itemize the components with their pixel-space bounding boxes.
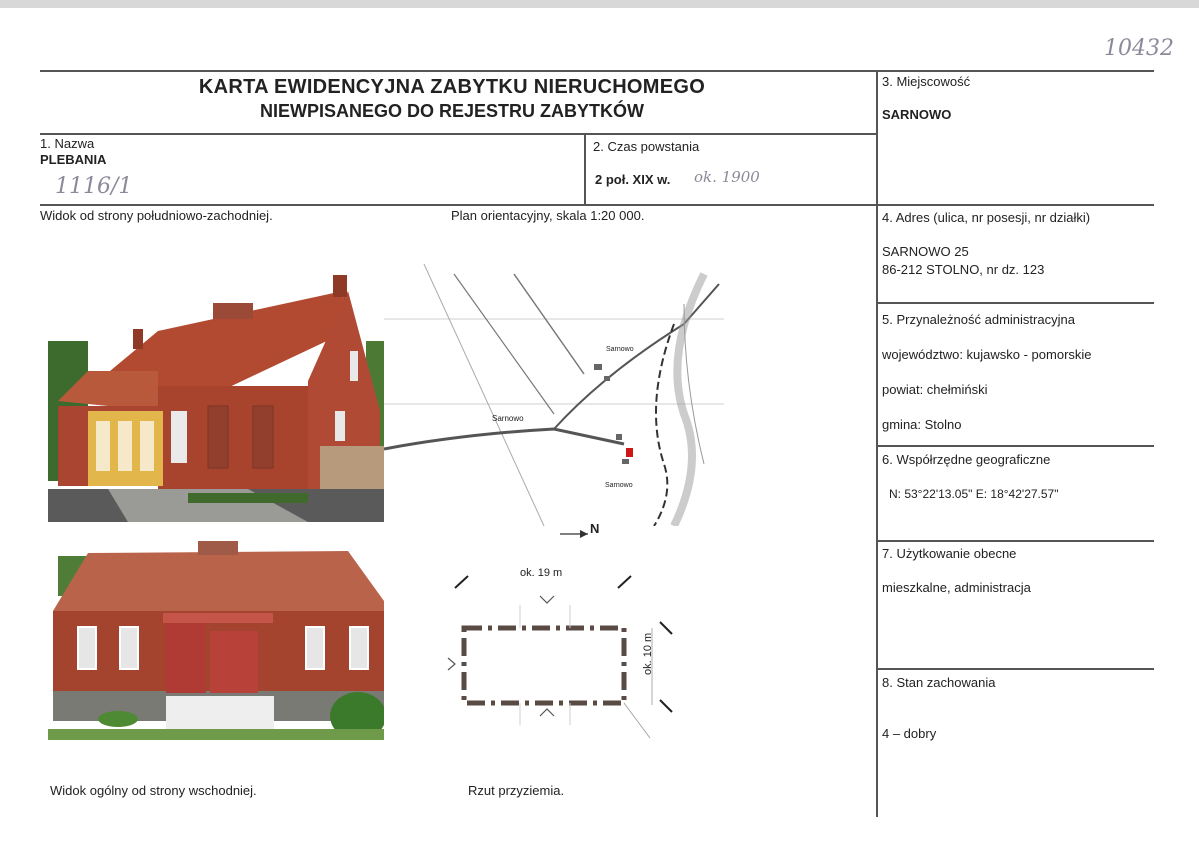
photo-southwest-view bbox=[48, 271, 384, 522]
map-label-sarnowo-north: Sarnowo bbox=[606, 346, 634, 353]
address-line-2: 86-212 STOLNO, nr dz. 123 bbox=[882, 262, 1045, 277]
map-caption: Plan orientacyjny, skala 1:20 000. bbox=[451, 208, 645, 223]
locality-label: 3. Miejscowość bbox=[882, 74, 971, 89]
frame-header-bottom-line bbox=[40, 133, 878, 135]
condition-value: 4 – dobry bbox=[882, 726, 937, 741]
card-subtitle: NIEWPISANEGO DO REJESTRU ZABYTKÓW bbox=[259, 101, 645, 121]
photo-east-caption: Widok ogólny od strony wschodniej. bbox=[50, 783, 257, 798]
name-label: 1. Nazwa bbox=[40, 136, 95, 151]
map-label-sarnowo-south: Sarnowo bbox=[605, 482, 633, 489]
floor-plan-caption: Rzut przyziemia. bbox=[468, 783, 565, 798]
coordinates-label: 6. Współrzędne geograficzne bbox=[882, 452, 1051, 467]
frame-divider-name-date bbox=[584, 133, 586, 205]
address-label: 4. Adres (ulica, nr posesji, nr działki) bbox=[882, 210, 1091, 225]
name-value: PLEBANIA bbox=[40, 152, 107, 167]
voivodeship-value: województwo: kujawsko - pomorskie bbox=[882, 347, 1092, 362]
county-value: powiat: chełmiński bbox=[882, 382, 988, 397]
frame-right-column-divider bbox=[876, 70, 878, 817]
frame-line-after-4 bbox=[878, 302, 1154, 304]
ground-floor-plan bbox=[430, 560, 680, 750]
date-handwritten-note: ok. 1900 bbox=[694, 168, 760, 186]
location-map bbox=[384, 264, 724, 526]
north-arrow-icon bbox=[558, 522, 608, 540]
address-line-1: SARNOWO 25 bbox=[882, 244, 969, 259]
name-handwritten-note: 1116/1 bbox=[55, 174, 133, 199]
photo-sw-caption: Widok od strony południowo-zachodniej. bbox=[40, 208, 273, 223]
plan-depth-label: ok. 10 m bbox=[642, 632, 654, 675]
map-label-sarnowo-village: Sarnowo bbox=[492, 414, 524, 423]
frame-line-after-6 bbox=[878, 540, 1154, 542]
scan-top-edge bbox=[0, 0, 1199, 8]
current-use-label: 7. Użytkowanie obecne bbox=[882, 546, 1017, 561]
card-title: KARTA EWIDENCYJNA ZABYTKU NIERUCHOMEGO bbox=[198, 76, 706, 98]
current-use-value: mieszkalne, administracja bbox=[882, 580, 1031, 595]
admin-affiliation-label: 5. Przynależność administracyjna bbox=[882, 312, 1075, 327]
archive-number: 10432 bbox=[1104, 36, 1174, 61]
commune-value: gmina: Stolno bbox=[882, 417, 962, 432]
plan-width-label: ok. 19 m bbox=[520, 567, 563, 579]
date-value: 2 poł. XIX w. bbox=[595, 172, 671, 187]
frame-line-after-7 bbox=[878, 668, 1154, 670]
coordinates-value: N: 53°22'13.05" E: 18°42'27.57" bbox=[889, 487, 1059, 501]
frame-line-after-5 bbox=[878, 445, 1154, 447]
photo-east-view bbox=[48, 541, 384, 740]
condition-label: 8. Stan zachowania bbox=[882, 675, 996, 690]
locality-value: SARNOWO bbox=[882, 107, 952, 122]
date-label: 2. Czas powstania bbox=[593, 139, 700, 154]
frame-row1-bottom-line bbox=[40, 204, 1154, 206]
frame-top-line bbox=[40, 70, 1154, 72]
north-label: N bbox=[590, 521, 600, 536]
